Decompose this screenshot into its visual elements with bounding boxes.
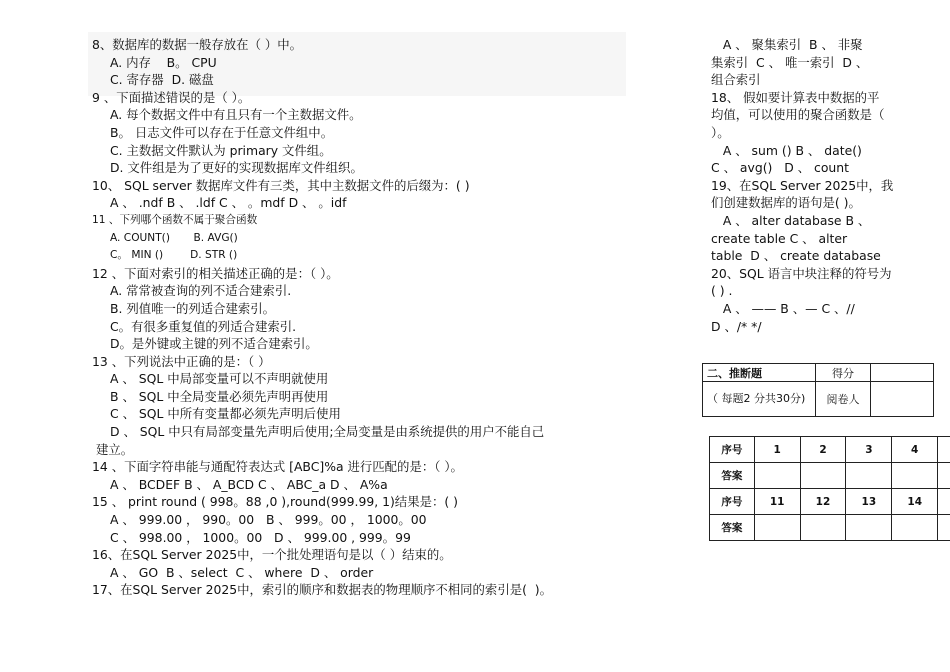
answer-cell[interactable] (800, 515, 846, 541)
question-stem: 9 、下面描述错误的是（ ）。 (92, 89, 251, 105)
answer-label: 答案 (710, 463, 755, 489)
question-option: C. 寄存器 D. 磁盘 (110, 72, 214, 88)
question-option: A 、 999.00 ， 990。00 B 、 999。00 ， 1000。00 (110, 512, 427, 528)
right-text-line: A 、 alter database B 、 (711, 212, 871, 228)
header-label: 序号 (710, 489, 755, 515)
question-stem: 11 、下列哪个函数不属于聚合函数 (92, 213, 258, 226)
question-option: B. 列值唯一的列适合建索引。 (110, 300, 276, 316)
right-text-line: 均值，可以使用的聚合函数是（ (711, 107, 885, 123)
answer-cell[interactable] (892, 515, 938, 541)
question-option: B。 日志文件可以存在于任意文件组中。 (110, 124, 334, 140)
question-number: 14 (892, 489, 938, 515)
answer-cell[interactable] (754, 463, 800, 489)
right-text-line: 20、SQL 语言中块注释的符号为 (711, 265, 892, 281)
question-stem: 16、在SQL Server 2025中，一个批处理语句是以（ ）结束的。 (92, 547, 452, 563)
question-number: 11 (754, 489, 800, 515)
question-option: A. 内存 B。 CPU (110, 54, 217, 70)
question-option: C。 MIN () D. STR () (110, 249, 238, 262)
cut-cell (938, 437, 950, 463)
question-option: B 、 SQL 中全局变量必须先声明再使用 (110, 388, 329, 404)
reviewer-value (871, 382, 934, 417)
right-text-line: A 、 聚集索引 B 、 非聚 (711, 37, 863, 52)
question-option: C 、 SQL 中所有变量都必须先声明后使用 (110, 406, 341, 422)
reviewer-label: 阅卷人 (816, 382, 871, 417)
question-number: 12 (800, 489, 846, 515)
answer-cell[interactable] (754, 515, 800, 541)
question-number: 13 (846, 489, 892, 515)
question-option: A 、 .ndf B 、 .ldf C 、 。mdf D 、 。idf (110, 195, 347, 211)
question-stem: 13 、下列说法中正确的是：（ ） (92, 353, 271, 369)
header-label: 序号 (710, 437, 755, 463)
answer-table (709, 436, 950, 541)
section-title: 二、推断题 (703, 364, 816, 382)
question-option: A 、 SQL 中局部变量可以不声明就使用 (110, 371, 329, 387)
question-option: C. 主数据文件默认为 primary 文件组。 (110, 142, 332, 158)
question-number: 2 (800, 437, 846, 463)
answer-cell[interactable] (800, 463, 846, 489)
question-option: A. 每个数据文件中有且只有一个主数据文件。 (110, 107, 362, 123)
score-value (871, 364, 934, 382)
right-text-line: create table C 、 alter (711, 230, 848, 246)
question-stem: 10、 SQL server 数据库文件有三类，其中主数据文件的后缀为：( ) (92, 177, 470, 193)
right-text-line: table D 、 create database (711, 248, 881, 264)
question-stem: 17、在SQL Server 2025中，索引的顺序和数据表的物理顺序不相同的索引是( )。 (92, 582, 553, 598)
question-option: D。是外键或主键的列不适合建索引。 (110, 336, 318, 352)
question-number: 4 (892, 437, 938, 463)
score-label: 得分 (816, 364, 871, 382)
right-text-line: A 、 —— B 、— C 、// (711, 300, 855, 316)
question-number: 1 (754, 437, 800, 463)
question-option: A. 常常被查询的列不适合建索引. (110, 283, 292, 299)
question-option: D. 文件组是为了更好的实现数据库文件组织。 (110, 160, 363, 176)
right-text-line: 们创建数据库的语句是( )。 (711, 195, 861, 211)
right-column (711, 36, 923, 335)
right-text-line: 组合索引 (711, 72, 761, 88)
score-table (702, 363, 934, 417)
question-number: 3 (846, 437, 892, 463)
right-text-line: A 、 sum () B 、 date() (711, 142, 862, 158)
question-option: C。有很多重复值的列适合建索引. (110, 318, 297, 334)
answer-cell[interactable] (846, 515, 892, 541)
right-text-line: ( ) . (711, 283, 733, 299)
question-stem: 14 、下面字符串能与通配符表达式 [ABC]%a 进行匹配的是：（ ）。 (92, 459, 463, 475)
question-stem: 8、数据库的数据一般存放在（ ）中。 (92, 37, 303, 52)
right-text-line: 18、 假如要计算表中数据的平 (711, 89, 880, 105)
question-stem: 15 、 print round ( 998。88 ,0 ),round(999.99, 1)结果是：( ) (92, 494, 458, 510)
question-option: A. COUNT() B. AVG() (110, 231, 238, 244)
answer-cell[interactable] (892, 463, 938, 489)
answer-label: 答案 (710, 515, 755, 541)
right-text-line: ）。 (711, 124, 730, 140)
question-option: A 、 GO B 、select C 、 where D 、 order (110, 564, 374, 580)
right-text-line: D 、/* */ (711, 318, 762, 334)
question-option: C 、 998.00 ， 1000。00 D 、 999.00 , 999。99 (110, 529, 411, 545)
cut-cell (938, 489, 950, 515)
answer-cell[interactable] (846, 463, 892, 489)
right-text-line: C 、 avg() D 、 count (711, 160, 849, 176)
cut-cell (938, 463, 950, 489)
cut-cell (938, 515, 950, 541)
question-stem: 12 、下面对索引的相关描述正确的是：（ ）。 (92, 265, 339, 281)
right-text-line: 19、在SQL Server 2025中，我 (711, 177, 894, 193)
question-option: A 、 BCDEF B 、 A_BCD C 、 ABC_a D 、 A%a (110, 476, 388, 492)
question-option: 建立。 (96, 441, 134, 457)
right-text-line: 集索引 C 、 唯一索引 D 、 (711, 54, 869, 70)
left-column (92, 36, 652, 599)
question-option: D 、 SQL 中只有局部变量先声明后使用;全局变量是由系统提供的用户不能自己 (110, 424, 545, 440)
instruction-cell: （ 每题2 分共30分) (703, 382, 816, 417)
